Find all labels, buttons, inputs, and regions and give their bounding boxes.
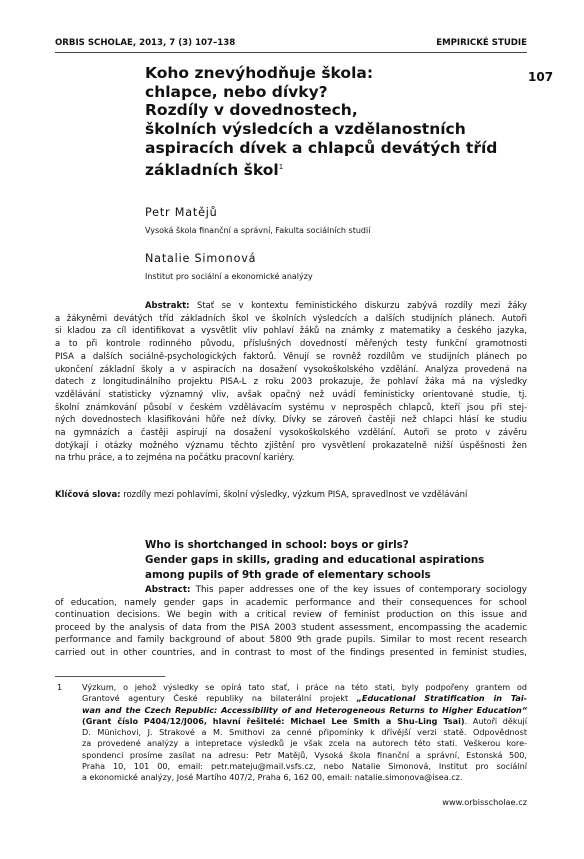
footnote-line: (Grant číslo P404/12/J006, hlavní řešitelé: Michael Lee Smith a Shu-Ling Tsai). Autoři děkují [82,715,527,726]
abstract-line: na trhu práce, a to zejména na počátku pracovní kariéry. [55,452,295,463]
title-line: aspiracích dívek a chlapců devátých tříd [145,138,498,157]
footnote-rule [55,676,165,677]
title-en-line: among pupils of 9th grade of elementary schools [145,569,431,581]
footnote-line: Praha 10, 101 00, email: petr.mateju@mail.vsfs.cz, nebo Natalie Simonová, Institut pro sociální [82,761,527,772]
article-title-en [145,538,525,583]
abstract-en [55,584,527,659]
abstract-line: na gymnázích a častěji aspirují na dosažení vysokoškolského vzdělání. Autoři se proto v závěru [55,427,527,438]
footnote-line: D. Münichovi, J. Strakové a M. Smithovi za cenné připomínky k dřívější verzi statě. Odpovědnost [82,727,527,738]
abstract-cs [55,299,527,464]
abstract-line: ukončení základní školy a v aspiracích na dosažení vysokoškolského vzdělání. Analýza provedená na [55,363,527,374]
footnote [55,682,527,784]
footnote-line: spondenci prosíme zasílat na adresu: Petr Matějů, Vysoká škola finanční a správní, Estonská 500, [82,749,527,760]
author-name: Natalie Simonová [145,252,257,265]
footnote-line: 1 Výzkum, o jehož výsledky se opírá tato stať, i práce na této stati, byly podpořeny grantem od [57,682,527,692]
footnote-mark: 1 [57,682,63,692]
abstract-line: datech z longitudinálního projektu PISA-L z roku 2003 prokazuje, že pohlaví žáka má na výsledky [55,376,527,387]
abstract-en-line: of education, namely gender gaps in academic performance and their consequences for school [55,597,527,608]
header-rule [55,52,527,53]
title-line: Rozdíly v dovednostech, [145,101,358,120]
journal-url[interactable]: www.orbisscholae.cz [442,797,527,807]
abstract-line: Abstrakt: Stať se v kontextu feministického diskurzu zabývá rozdíly mezi žáky [145,300,528,310]
abstract-line: PISA a dalších sociálně-psychologických faktorů. Věnují se rovněž rozdílům ve studijních plánech po [55,350,527,361]
abstract-label: Abstrakt: [145,300,190,310]
abstract-en-line: performance and family background of about 5800 9th grade pupils. Similar to most recent research [55,635,527,645]
abstract-line: dotýkají i otázky možného významu těchto zjištění pro vysvětlení prokazatelně nižší úspěšnosti žen [55,439,527,450]
footnote-line: za provedené analýzy a intepretace výsledků je však zcela na autorech této stati. Veškerou kore- [82,738,527,749]
page-number: 107 [528,70,554,84]
abstract-en-line: continuation decisions. We begin with a critical review of feminist production on this issue and [55,610,527,620]
abstract-line: ných dovednostech klasifikováni hůře než dívky. Dívky se zároveň častěji než chlapci hlásí ke studiu [55,414,527,425]
title-en-line: Who is shortchanged in school: boys or girls? [145,539,409,551]
keywords [55,489,467,499]
abstract-line: si kladou za cíl identifikovat a vysvětlit vliv pohlaví žáků na známky z matematiky a českého jazyka, [55,325,527,336]
section-label: EMPIRICKÉ STUDIE [436,38,527,48]
footnote-line: Grantové agentury České republiky na bilaterální projekt „Educational Stratification in Tai- [82,693,527,704]
title-line: základních škol$^1$ [145,160,284,179]
abstract-line: vzdělávání statisticky významný vliv, avšak opačný než uvádí feministicky orientované studie, tj. [55,388,527,399]
title-line: školních výsledcích a vzdělanostních [145,120,466,139]
title-line: Koho znevýhodňuje škola: [145,64,374,82]
footnote-line: wan and the Czech Republic: Accessibility of and Heterogeneous Returns to Higher Education“ [82,704,527,715]
title-line: chlapce, nebo dívky? [145,82,328,101]
footnote-line: a ekonomické analýzy, José Martího 407/2, Praha 6, 162 00, email: natalie.simonova@isea.cz. [82,772,463,783]
author-name: Petr Matějů [145,206,218,219]
keywords-text: rozdíly mezi pohlavími, školní výsledky, výzkum PISA, spravedlnost ve vzdělávání [123,489,468,499]
author-affiliation: Institut pro sociální a ekonomické analýzy [145,272,313,281]
abstract-line: a žákyněmi devátých tříd základních škol ve školních výsledcích a dalších studijních plánech. Autoři [55,312,527,323]
title-en-line: Gender gaps in skills, grading and educational aspirations [145,554,485,566]
abstract-line: a to při kontrole rodinného původu, příslušných dovedností měřených testy funkční gramotnosti [55,338,527,349]
abstract-en-line: carried out in other countries, and in contrast to most of the findings presented in feminist studies, [55,647,527,658]
keywords-label: Klíčová slova: [55,489,121,499]
title-footnote-mark[interactable]: 1 [278,162,284,171]
author-affiliation: Vysoká škola finanční a správní, Fakulta sociálních studií [145,226,371,235]
abstract-en-line: proceed by the analysis of data from the PISA 2003 student assessment, encompassing the academic [55,622,527,633]
article-title-cs [145,64,505,179]
abstract-line: školní známkování působí v českém vzdělávacím systému v neprospěch chlapců, kteří jsou při stej- [55,401,527,412]
journal-citation: ORBIS SCHOLAE, 2013, 7 (3) 107–138 [55,38,236,48]
abstract-en-label: Abstract: [145,585,191,595]
abstract-en-line: Abstract: This paper addresses one of the key issues of contemporary sociology [145,585,527,595]
